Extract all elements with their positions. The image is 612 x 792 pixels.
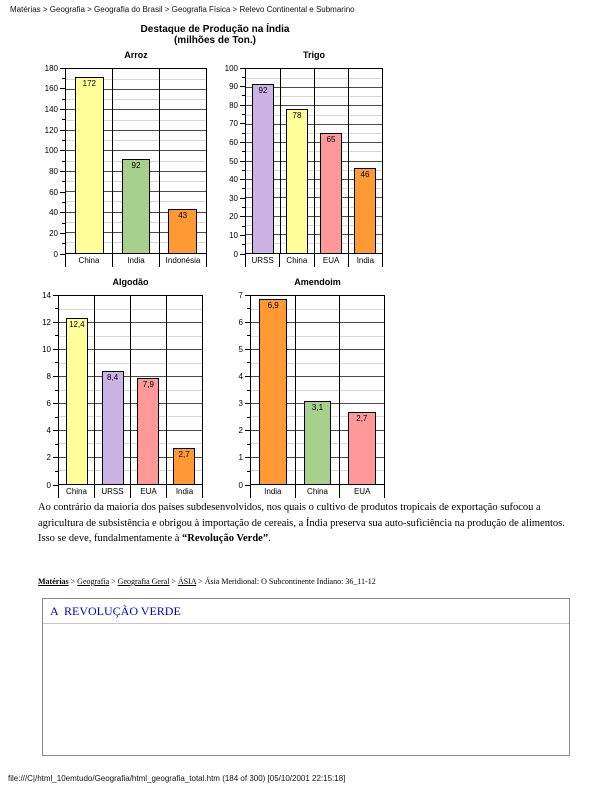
y-axis-tick-label: 80: [229, 100, 238, 110]
x-axis-label-indonesia: Indonésia: [160, 254, 207, 267]
x-axis-label-china: China: [66, 254, 113, 267]
paragraph-text: Ao contrário da maioria dos países subdesenvolvidos, nos quais o cultivo de produtos tropicais de exportação sufocou a agricultura de subsistência e obrigou à importação de cereais, a Índia preserva sua auto-suficiência na produção de alimentos. Isso se deve, fundalmentamente à: [38, 502, 565, 544]
y-axis-tick-label: 60: [49, 187, 58, 197]
chart-title-amendoim: Amendoim: [294, 277, 341, 287]
x-axis-labels-arroz: [65, 254, 207, 267]
chart-title-arroz: Arroz: [124, 50, 148, 60]
bar-value-label: 172: [82, 79, 96, 89]
y-axis-tick-label: 100: [44, 146, 58, 156]
y-axis-tick-label: 30: [229, 193, 238, 203]
y-axis-tick-label: 8: [46, 371, 51, 381]
chart-body-amendoim: [224, 290, 385, 490]
y-axis-tick-label: 60: [229, 137, 238, 147]
y-axis-tick-label: 0: [46, 480, 51, 490]
y-axis-tick-label: 6: [46, 399, 51, 409]
bar-india: [122, 159, 151, 253]
y-axis-tick-label: 0: [238, 480, 243, 490]
chart-title-trigo: Trigo: [303, 50, 325, 60]
breadcrumb-separator: >: [68, 577, 78, 586]
chart-body-arroz: [39, 63, 207, 259]
chart-arroz: [39, 46, 207, 267]
x-axis-labels-amendoim: [250, 485, 385, 498]
bar-value-label: 2,7: [178, 449, 190, 459]
x-axis-label-india: India: [349, 254, 383, 267]
bar-eua: [137, 378, 159, 484]
y-axis-tick-label: 6: [238, 317, 243, 327]
y-axis-tick-label: 70: [229, 119, 238, 129]
y-axis-amendoim: [224, 290, 250, 490]
chart-algodao: [32, 273, 203, 498]
breadcrumb-link-asia[interactable]: ÁSIA: [177, 577, 197, 586]
y-axis-tick-label: 14: [42, 290, 51, 300]
bar-india: [173, 448, 195, 484]
y-axis-tick-label: 80: [49, 166, 58, 176]
section-box: [42, 598, 570, 756]
x-axis-label-eua: EUA: [340, 485, 385, 498]
bar-china: [286, 109, 307, 253]
bar-indonesia: [168, 209, 197, 253]
y-axis-tick-label: 5: [238, 344, 243, 354]
category-separator: [314, 69, 315, 253]
y-axis-tick-label: 10: [229, 230, 238, 240]
charts-title-line2: (milhões de Ton.): [173, 35, 257, 46]
plot-area-amendoim: [250, 295, 385, 485]
x-axis-label-india: India: [251, 485, 296, 498]
y-axis-tick-label: 40: [49, 208, 58, 218]
bar-value-label: 92: [131, 160, 141, 170]
y-axis-tick-label: 2: [46, 453, 51, 463]
y-axis-arroz: [39, 63, 65, 259]
y-axis-tick-label: 20: [49, 228, 58, 238]
y-axis-tick-label: 4: [238, 371, 243, 381]
y-axis-trigo: [219, 63, 245, 259]
charts-title-line1: Destaque de Produção na Índia: [140, 24, 290, 35]
bar-value-label: 6,9: [267, 300, 279, 310]
category-separator: [130, 296, 131, 484]
category-separator: [166, 296, 167, 484]
bar-value-label: 3,1: [311, 402, 324, 412]
breadcrumb-separator: >: [196, 577, 205, 586]
y-axis-tick-label: 2: [238, 426, 243, 436]
bar-value-label: 46: [360, 170, 370, 180]
chart-title-algodao: Algodão: [112, 277, 149, 287]
breadcrumb-link-geografia-geral[interactable]: Geografia Geral: [117, 577, 170, 586]
section-heading: A REVOLUÇÃO VERDE: [43, 599, 569, 624]
chart-trigo: [219, 46, 383, 267]
paragraph-period: .: [268, 533, 271, 544]
bar-eua: [348, 412, 375, 485]
y-axis-tick-label: 100: [224, 63, 238, 73]
x-axis-label-china: China: [296, 485, 341, 498]
bar-value-label: 43: [178, 211, 188, 221]
y-axis-tick-label: 3: [238, 399, 243, 409]
y-axis-tick-label: 1: [238, 453, 243, 463]
category-separator: [295, 296, 296, 484]
x-axis-labels-algodao: [58, 485, 203, 498]
x-axis-label-india: India: [113, 254, 160, 267]
x-axis-label-china: China: [280, 254, 314, 267]
bar-urss: [102, 371, 124, 484]
x-axis-label-india: India: [167, 485, 203, 498]
bar-china: [304, 401, 331, 484]
y-axis-tick-label: 120: [44, 125, 58, 135]
paragraph: [38, 500, 583, 547]
bar-value-label: 65: [326, 135, 336, 145]
x-axis-label-eua: EUA: [131, 485, 167, 498]
y-axis-tick-label: 160: [44, 84, 58, 94]
bar-value-label: 92: [258, 85, 268, 95]
category-separator: [159, 69, 160, 253]
y-axis-tick-label: 10: [42, 344, 51, 354]
breadcrumb-link-materias[interactable]: Matérias: [38, 577, 69, 586]
plot-area-trigo: [245, 68, 383, 254]
y-axis-tick-label: 90: [229, 82, 238, 92]
y-axis-tick-label: 50: [229, 156, 238, 166]
breadcrumb-item-asia-meridional-o-subcontinente-indiano-36-11-12: Ásia Meridional: O Subcontinente Indiano: 36_11-12: [204, 577, 376, 586]
bar-india: [259, 299, 286, 484]
y-axis-tick-label: 4: [46, 426, 51, 436]
y-axis-tick-label: 0: [53, 249, 58, 259]
bar-china: [66, 318, 88, 485]
category-separator: [348, 69, 349, 253]
x-axis-label-urss: URSS: [246, 254, 280, 267]
y-axis-tick-label: 40: [229, 175, 238, 185]
y-axis-tick-label: 140: [44, 104, 58, 114]
charts-main-title: [0, 24, 430, 46]
bar-value-label: 2,7: [356, 413, 368, 423]
category-separator: [339, 296, 340, 484]
x-axis-label-eua: EUA: [315, 254, 349, 267]
bar-china: [75, 77, 104, 253]
y-axis-tick-label: 12: [42, 317, 51, 327]
bar-value-label: 78: [292, 111, 302, 121]
bar-eua: [320, 133, 341, 253]
breadcrumb-links: [38, 577, 376, 586]
chart-body-algodao: [32, 290, 203, 490]
breadcrumb-separator: >: [109, 577, 118, 586]
category-separator: [94, 296, 95, 484]
page-footer-path: file:///C|/html_10emtudo/Geografia/html_geografia_total.htm (184 of 300) [05/10/2001 22:15:18]: [8, 774, 346, 783]
bar-value-label: 7,9: [142, 379, 154, 389]
y-axis-tick-label: 20: [229, 212, 238, 222]
y-axis-tick-label: 0: [233, 249, 238, 259]
x-axis-labels-trigo: [245, 254, 383, 267]
plot-area-arroz: [65, 68, 207, 254]
breadcrumb-link-geografia[interactable]: Geografia: [77, 577, 110, 586]
y-axis-tick-label: 180: [44, 63, 58, 73]
bar-india: [354, 168, 375, 253]
chart-body-trigo: [219, 63, 383, 259]
y-axis-algodao: [32, 290, 58, 490]
x-axis-label-china: China: [59, 485, 95, 498]
bar-value-label: 8,4: [107, 373, 119, 383]
bar-urss: [252, 84, 273, 253]
bar-value-label: 12,4: [69, 319, 85, 329]
category-separator: [280, 69, 281, 253]
paragraph-bold-text: “Revolução Verde”: [182, 533, 269, 544]
chart-amendoim: [224, 273, 385, 498]
plot-area-algodao: [58, 295, 203, 485]
breadcrumb: Matérias > Geografia > Geografia do Brasil > Geografia Física > Relevo Continental e Submarino: [10, 5, 355, 14]
category-separator: [112, 69, 113, 253]
y-axis-tick-label: 7: [238, 290, 243, 300]
x-axis-label-urss: URSS: [95, 485, 131, 498]
breadcrumb-separator: >: [169, 577, 178, 586]
